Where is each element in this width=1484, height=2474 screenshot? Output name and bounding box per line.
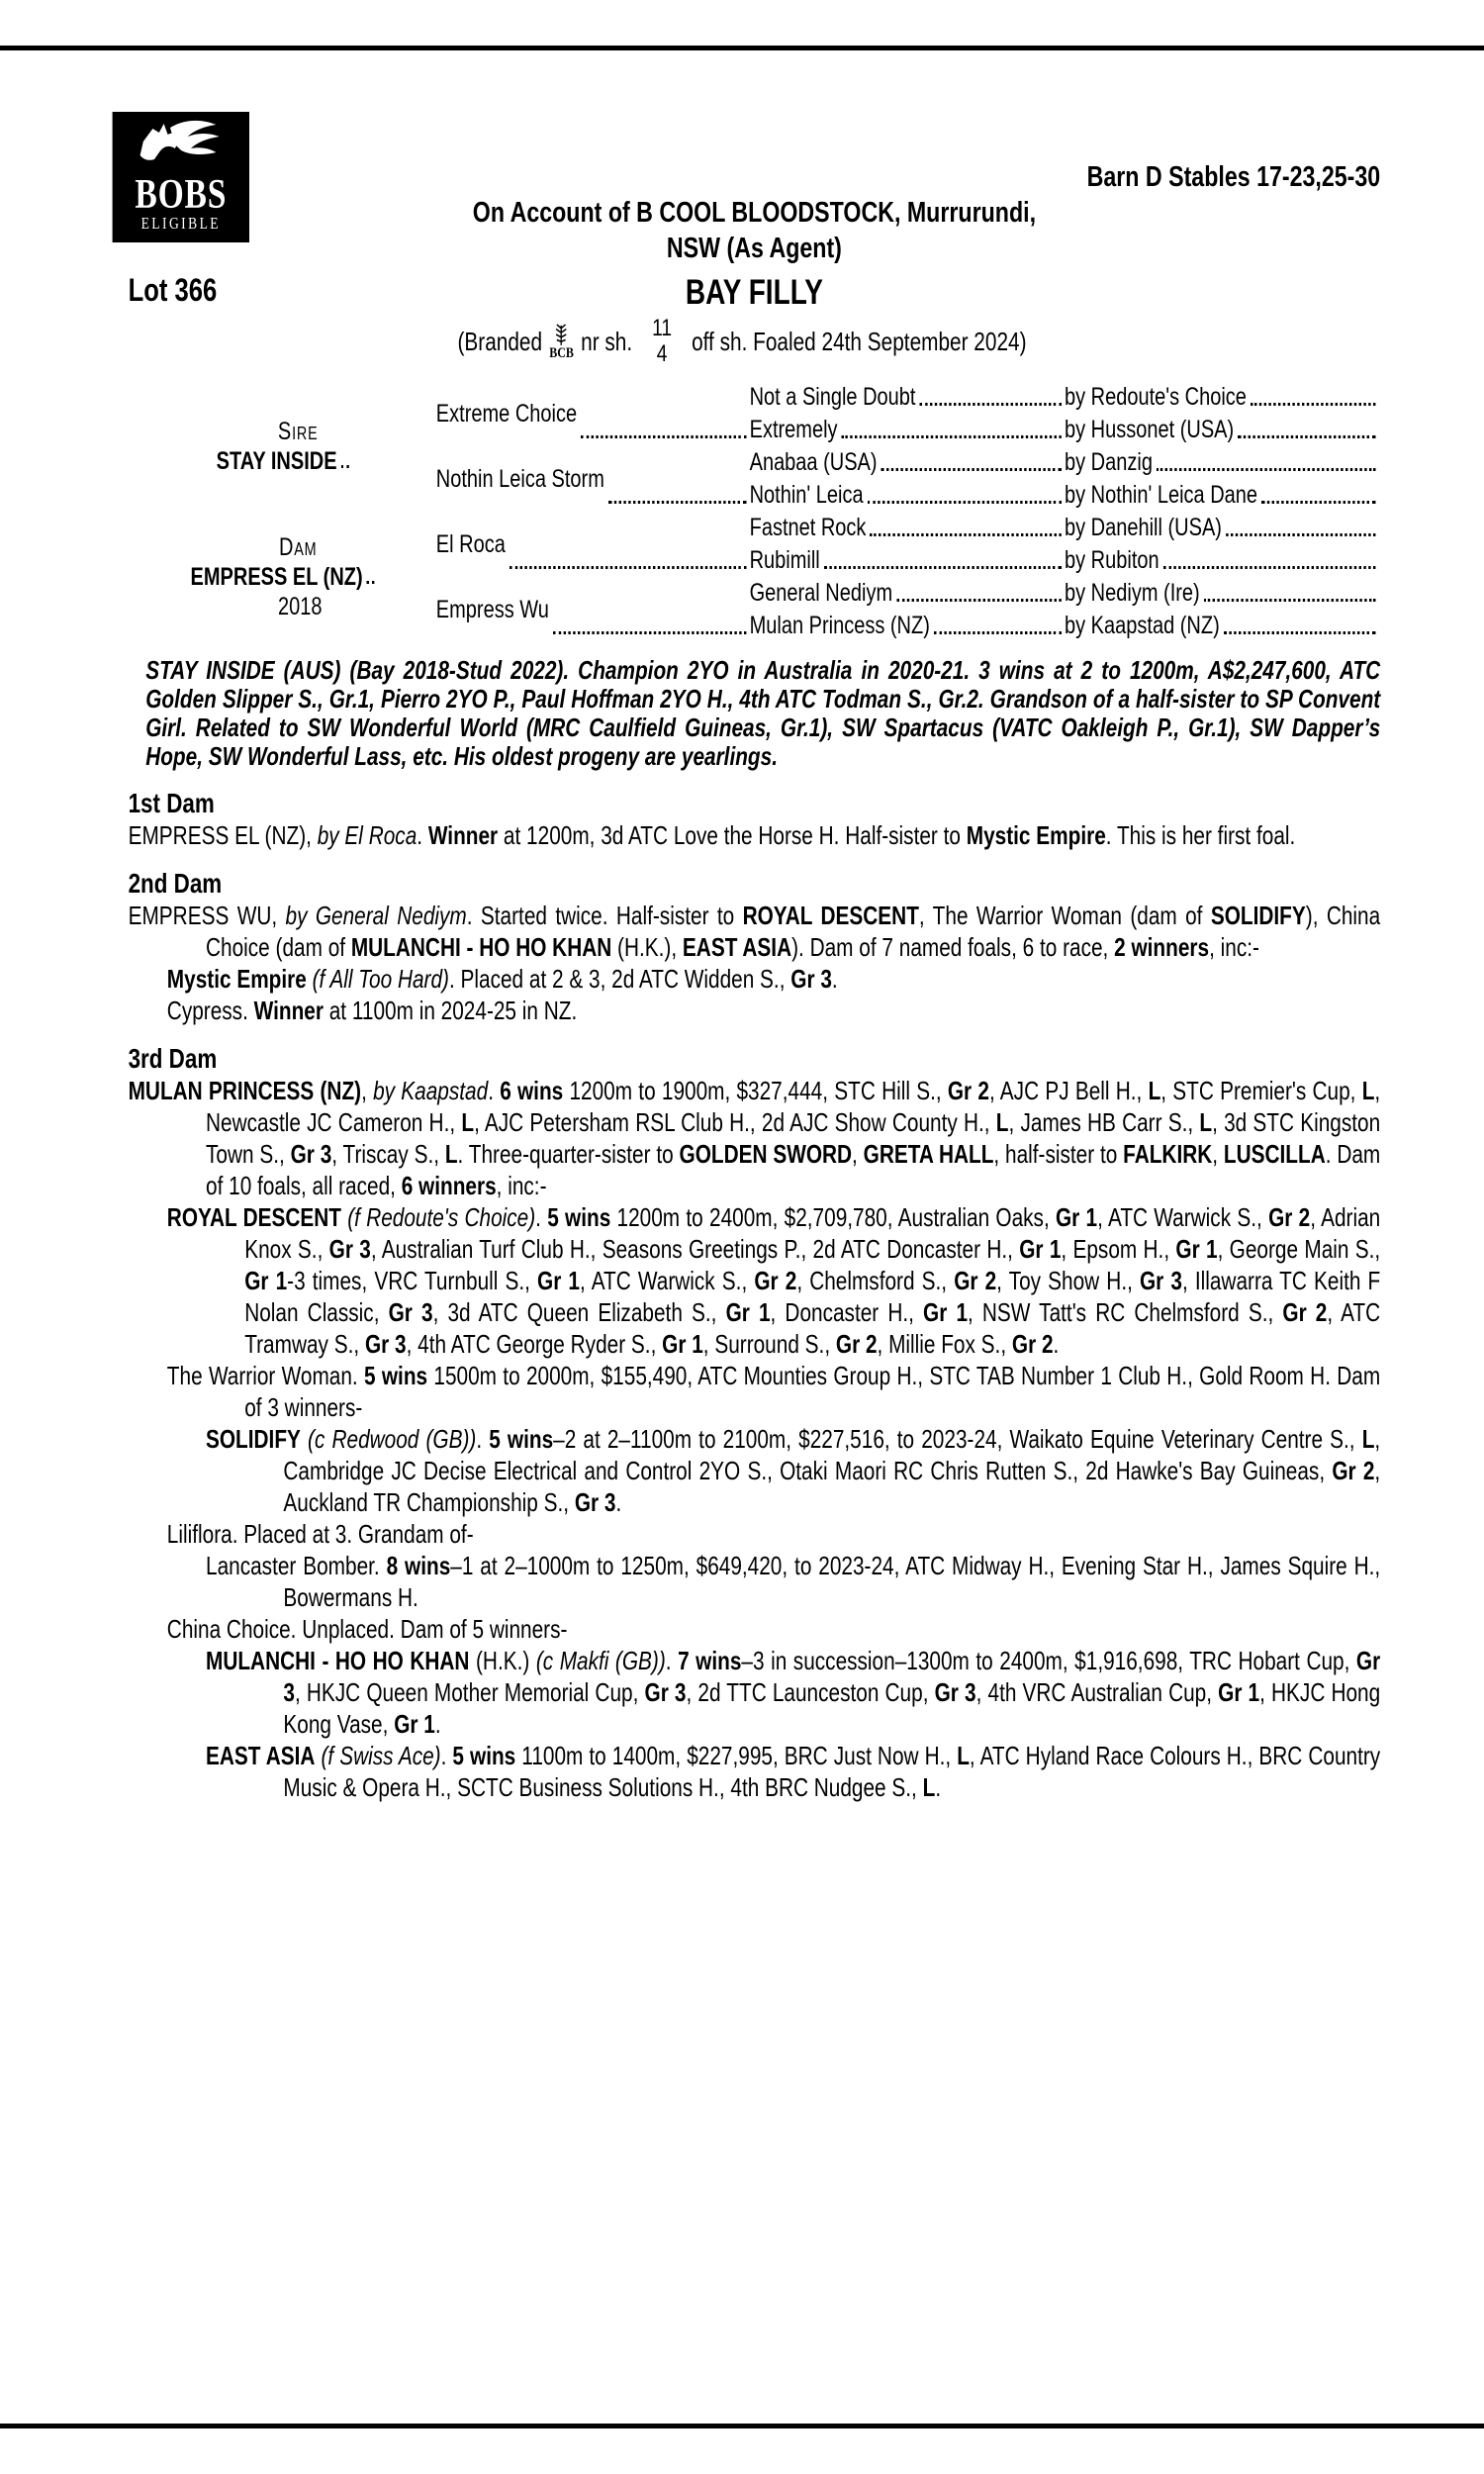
gen2-name: Empress Wu [435,595,549,623]
dot-leader [1224,631,1376,634]
gen4-name: by Danzig [1065,448,1153,476]
gen2-name: Nothin Leica Storm [435,464,604,493]
pedigree-paragraph: SOLIDIFY (c Redwood (GB)). 5 wins–2 at 2–1100m to 2100m, $227,516, to 2023-24, Waikato Equine Veterinary Centre S., L, Cambridge JC Decise Electrical and Control 2YO S., Otaki Maori RC Chris Rutten S., 2d Hawke's Bay Guineas, Gr 2, Auckland TR Championship S., Gr 3. [206,1424,1381,1517]
dot-leader [608,501,747,504]
dot-leader [868,501,1062,504]
dam-sections [129,787,1381,1803]
gen3-name: General Nediym [749,579,893,607]
pedigree-gen2-cell [436,577,750,642]
branded-prefix: (Branded [457,326,543,356]
pedigree-gen4-cell [1065,381,1380,414]
sire-role-label: Sire [277,418,319,445]
dot-leader [1204,599,1376,602]
dot-leader [341,465,349,468]
dam-name: EMPRESS EL (NZ) [190,563,363,591]
gen3-name: Extremely [749,416,838,443]
pedigree-gen3-cell [750,381,1065,414]
pedigree-gen3-cell [750,479,1065,512]
pedigree-gen2-cell [436,446,750,512]
brand-number-bottom: 4 [656,340,668,367]
dam-heading: 3rd Dam [128,1043,218,1074]
pedigree-paragraph: ROYAL DESCENT (f Redoute's Choice). 5 wins 1200m to 2400m, $2,709,780, Australian Oaks, Gr 1, ATC Warwick S., Gr 2, Adrian Knox S., Gr 3, Australian Turf Club H., Seasons Greetings P., 2d ATC Doncaster H., Gr 1, Epsom H., Gr 1, George Main S., Gr 1-3 times, VRC Turnbull S., Gr 1, ATC Warwick S., Gr 2, Chelmsford S., Gr 2, Toy Show H., Gr 3, Illawarra TC Keith F Nolan Classic, Gr 3, 3d ATC Queen Elizabeth S., Gr 1, Doncaster H., Gr 1, NSW Tatt's RC Chelmsford S., Gr 2, ATC Tramway S., Gr 3, 4th ATC George Ryder S., Gr 1, Surround S., Gr 2, Millie Fox S., Gr 2. [166,1202,1381,1359]
branded-suffix: off sh. Foaled 24th September 2024) [692,326,1027,356]
pedigree-paragraph: Lancaster Bomber. 8 wins–1 at 2–1000m to 1250m, $649,420, to 2023-24, ATC Midway H., Evening Star H., James Squire H., Bowermans H. [206,1551,1381,1612]
pedigree-gen4-cell [1065,544,1380,577]
gen2-name: Extreme Choice [435,399,578,428]
gen3-name: Fastnet Rock [749,514,867,541]
pedigree-paragraph: MULANCHI - HO HO KHAN (H.K.) (c Makfi (GB)). 7 wins–3 in succession–1300m to 2400m, $1,916,698, TRC Hobart Cup, Gr 3, HKJC Queen Mother Memorial Cup, Gr 3, 2d TTC Launceston Cup, Gr 3, 4th VRC Australian Cup, Gr 1, HKJC Hong Kong Vase, Gr 1. [206,1646,1381,1739]
pedigree-gen4-cell [1065,479,1380,512]
account-line-1: On Account of B COOL BLOODSTOCK, Murrurundi, [472,197,1037,229]
dot-leader [1238,435,1375,438]
dot-leader [881,468,1062,471]
dam-heading: 1st Dam [128,788,215,818]
pedigree-gen4-cell [1065,414,1380,446]
pedigree-paragraph: MULAN PRINCESS (NZ), by Kaapstad. 6 wins 1200m to 1900m, $327,444, STC Hill S., Gr 2, AJC PJ Bell H., L, STC Premier's Cup, L, Newcastle JC Cameron H., L, AJC Petersham RSL Club H., 2d AJC Show County H., L, James HB Carr S., L, 3d STC Kingston Town S., Gr 3, Triscay S., L. Three-quarter-sister to GOLDEN SWORD, GRETA HALL, half-sister to FALKIRK, LUSCILLA. Dam of 10 foals, all raced, 6 winners, inc:- [128,1076,1381,1200]
pedigree-paragraph: Mystic Empire (f All Too Hard). Placed at 2 & 3, 2d ATC Widden S., Gr 3. [166,964,838,994]
brand-count-fraction [652,316,672,367]
gen4-name: by Nothin' Leica Dane [1065,481,1258,509]
dot-leader [934,631,1062,634]
dot-leader [919,403,1061,406]
branded-mid: nr sh. [581,326,633,356]
gen4-name: by Danehill (USA) [1065,514,1222,541]
dot-leader [1261,501,1375,504]
dot-leader [553,631,746,634]
dam-heading: 2nd Dam [128,868,223,899]
pedigree-paragraph: China Choice. Unplaced. Dam of 5 winners- [166,1614,568,1644]
account-line-2: NSW (As Agent) [666,233,842,264]
gen4-name: by Rubiton [1065,546,1159,574]
pedigree-gen4-cell [1065,610,1380,642]
pedigree-gen4-cell [1065,577,1380,610]
pedigree-paragraph: EMPRESS EL (NZ), by El Roca. Winner at 1200m, 3d ATC Love the Horse H. Half-sister to Mystic Empire. This is her first foal. [128,820,1296,850]
bobs-eligible-logo [113,112,249,242]
bcb-brand-mark [549,323,574,361]
dot-leader [896,599,1062,602]
dot-leader [824,566,1062,569]
lot-title-row [129,272,1381,314]
sire-name: STAY INSIDE [216,447,337,475]
gen2-name: El Roca [435,529,506,558]
pedigree-dam-cell [133,512,436,642]
dot-leader [1226,533,1375,536]
bobs-horse-icon [134,118,229,175]
pedigree-gen3-cell [750,544,1065,577]
pedigree-gen3-cell [750,610,1065,642]
pedigree-sire-cell [133,381,436,512]
gen4-name: by Kaapstad (NZ) [1065,612,1220,639]
dam-role-label: Dam [278,533,318,561]
logo-word: BOBS [135,172,228,218]
dot-leader [842,435,1062,438]
gen3-name: Nothin' Leica [749,481,864,509]
gen3-name: Anabaa (USA) [749,448,878,476]
dot-leader [1163,566,1376,569]
dot-leader [870,533,1061,536]
sire-summary: STAY INSIDE (AUS) (Bay 2018-Stud 2022). Champion 2YO in Australia in 2020-21. 3 wins at 2 to 1200m, A$2,247,600, ATC Golden Slipper S., Gr.1, Pierro 2YO P., Paul Hoffman 2YO H., 4th ATC Todman S., Gr.2. Grandson of a half-sister to SP Convent Girl. Related to SW Wonderful World (MRC Caulfield Guineas, Gr.1), SW Spartacus (VATC Oakleigh P., Gr.1), SW Dapper’s Hope, SW Wonderful Lass, etc. His oldest progeny are yearlings. [145,655,1381,771]
dam-year: 2018 [277,593,323,620]
pedigree-gen3-cell [750,577,1065,610]
pedigree-gen4-cell [1065,512,1380,544]
logo-subword: ELIGIBLE [140,214,221,233]
pedigree-paragraph: Cypress. Winner at 1100m in 2024-25 in NZ. [166,996,578,1025]
gen3-name: Mulan Princess (NZ) [749,612,930,639]
gen4-name: by Redoute's Choice [1065,383,1247,411]
gen3-name: Not a Single Doubt [749,383,916,411]
body-column [129,656,1381,1803]
pedigree-paragraph: Liliflora. Placed at 3. Grandam of- [166,1519,474,1549]
branded-line [0,316,1484,367]
pedigree-paragraph: EAST ASIA (f Swiss Ace). 5 wins 1100m to 1400m, $227,995, BRC Just Now H., L, ATC Hyland Race Colours H., BRC Country Music & Opera H., SCTC Business Solutions H., 4th BRC Nudgee S., L. [206,1741,1381,1802]
pedigree-paragraph: EMPRESS WU, by General Nediym. Started twice. Half-sister to ROYAL DESCENT, The Warrior Woman (dam of SOLIDIFY), China Choice (dam of MULANCHI - HO HO KHAN (H.K.), EAST ASIA). Dam of 7 named foals, 6 to race, 2 winners, inc:- [128,901,1381,962]
pedigree-gen2-cell [436,381,750,446]
pedigree-gen3-cell [750,512,1065,544]
pedigree-paragraph: The Warrior Woman. 5 wins 1500m to 2000m, $155,490, ATC Mounties Group H., STC TAB Number 1 Club H., Gold Room H. Dam of 3 winners- [166,1361,1381,1422]
brand-number-top: 11 [652,315,673,341]
lot-number: Lot 366 [128,272,218,308]
dot-leader [581,435,746,438]
dot-leader [367,581,375,584]
dot-leader [1251,403,1375,406]
barn-line: Barn D Stables 17-23,25-30 [1086,161,1381,193]
gen4-name: by Nediym (Ire) [1065,579,1200,607]
pedigree-gen2-cell [436,512,750,577]
bottom-rule [0,2424,1484,2428]
pedigree-gen3-cell [750,414,1065,446]
gen4-name: by Hussonet (USA) [1065,416,1235,443]
fern-icon [554,323,570,346]
dot-leader [1157,468,1375,471]
page-title: BAY FILLY [685,273,823,312]
dot-leader [510,566,747,569]
gen3-name: Rubimill [749,546,820,574]
pedigree-table [133,381,1381,642]
pedigree-gen3-cell [750,446,1065,479]
pedigree-gen4-cell [1065,446,1380,479]
brand-code: BCB [549,344,574,361]
